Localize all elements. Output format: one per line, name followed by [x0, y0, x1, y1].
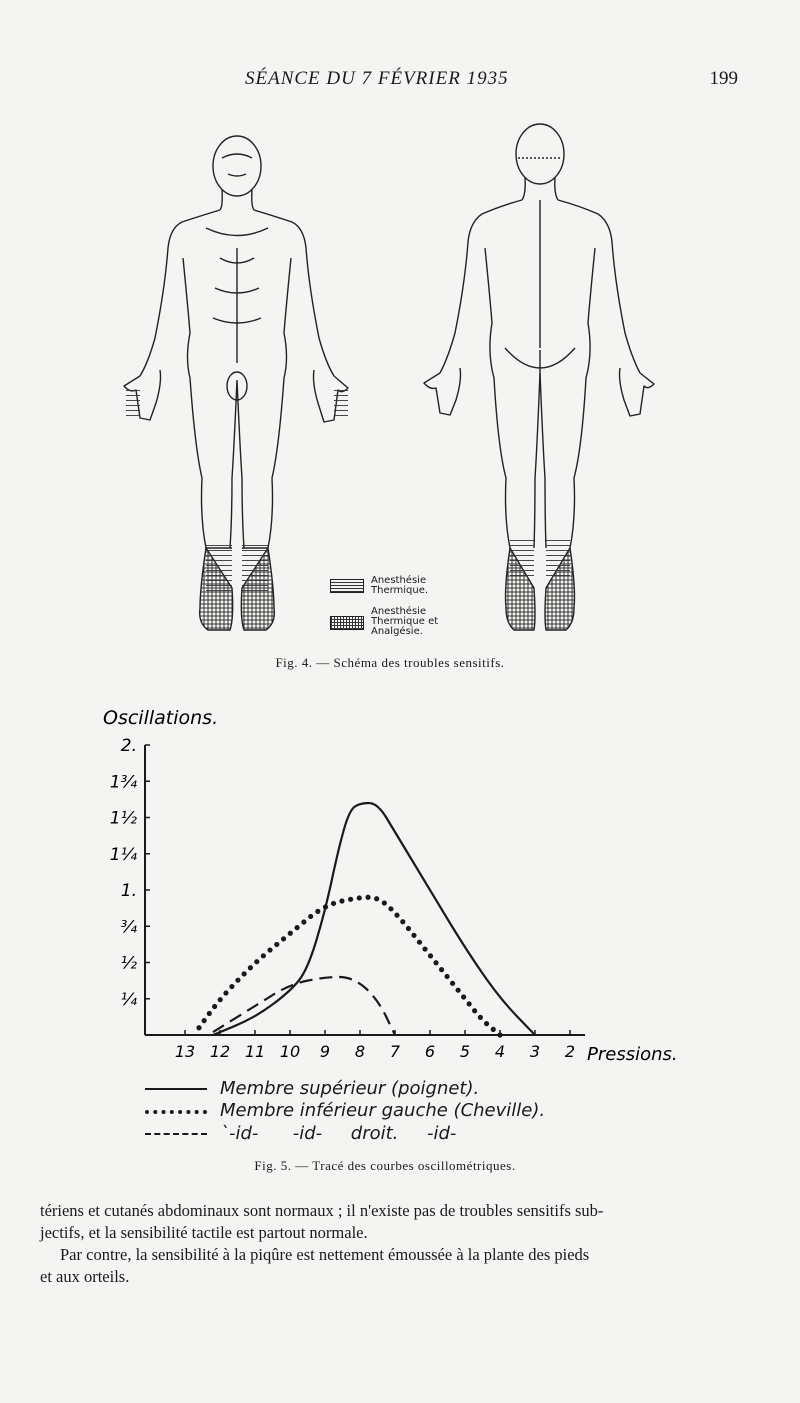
figure-4-caption: Fig. 4. — Schéma des troubles sensitifs.	[275, 655, 505, 670]
legend-label: Anesthésie	[371, 575, 427, 586]
legend-entry-upper-limb	[140, 1078, 700, 1100]
data-point	[348, 897, 353, 902]
legend-label: Thermique.	[371, 585, 429, 596]
data-point	[281, 936, 286, 941]
x-tick-label: 5	[459, 1042, 471, 1061]
data-point	[374, 896, 379, 901]
data-point	[388, 906, 393, 911]
data-point	[308, 914, 313, 919]
data-point	[267, 947, 272, 952]
text-line: jectifs, et la sensibilité tactile est partout normale.	[40, 1223, 368, 1242]
figure-5-caption: Fig. 5. — Tracé des courbes oscillométriques.	[254, 1158, 516, 1173]
legend-label: Analgésie.	[371, 626, 423, 637]
body-schema-figure	[110, 118, 670, 648]
y-tick-label: 1¼	[109, 844, 137, 865]
data-point	[223, 990, 228, 995]
data-point	[497, 1032, 502, 1037]
data-point	[478, 1015, 483, 1020]
data-point	[491, 1027, 496, 1032]
chart-legend	[140, 1078, 700, 1153]
solid-line-swatch	[145, 1088, 207, 1090]
data-point	[444, 974, 449, 979]
series-line	[213, 977, 395, 1035]
data-point	[261, 953, 266, 958]
data-point	[382, 900, 387, 905]
running-title: SÉANCE DU 7 FÉVRIER 1935	[245, 68, 509, 89]
data-point	[242, 971, 247, 976]
data-point	[461, 994, 466, 999]
data-point	[422, 946, 427, 951]
text-line: Par contre, la sensibilité à la piqûre est nettement émoussée à la plante des pieds	[60, 1245, 590, 1264]
body-text	[40, 1200, 750, 1288]
x-axis-label: Pressions.	[587, 1044, 678, 1065]
data-point	[472, 1008, 477, 1013]
legend-entry-lower-left	[140, 1100, 700, 1122]
data-point	[196, 1025, 201, 1030]
data-point	[467, 1001, 472, 1006]
x-tick-label: 4	[494, 1042, 506, 1061]
series-path	[199, 897, 500, 1035]
dotted-line-swatch	[145, 1110, 207, 1114]
legend-text: `-id- -id- droit. -id-	[220, 1123, 457, 1144]
data-point	[207, 1011, 212, 1016]
series-line	[213, 803, 535, 1035]
y-tick-label: ¾	[120, 917, 137, 938]
data-point	[294, 925, 299, 930]
data-point	[248, 965, 253, 970]
x-tick-label: 7	[389, 1042, 401, 1061]
x-tick-label: 12	[209, 1042, 231, 1061]
x-tick-label: 10	[279, 1042, 301, 1061]
back-body-outline	[424, 124, 654, 630]
data-point	[411, 933, 416, 938]
running-header	[0, 68, 800, 96]
data-point	[315, 909, 320, 914]
horizontal-lines-swatch	[330, 579, 364, 593]
data-point	[218, 997, 223, 1002]
data-point	[229, 984, 234, 989]
data-point	[274, 942, 279, 947]
text-line: tériens et cutanés abdominaux sont normaux ; il n'existe pas de troubles sensitifs sub-	[40, 1201, 604, 1220]
data-point	[406, 926, 411, 931]
crosshatch-swatch	[330, 616, 364, 630]
data-point	[365, 895, 370, 900]
y-axis-label: Oscillations.	[103, 707, 219, 729]
data-point	[450, 981, 455, 986]
legend-entry-lower-right	[140, 1123, 700, 1145]
data-point	[301, 919, 306, 924]
legend-text: Membre inférieur gauche (Cheville).	[220, 1100, 546, 1121]
legend-text: Membre supérieur (poignet).	[220, 1078, 480, 1099]
data-point	[323, 904, 328, 909]
data-point	[428, 953, 433, 958]
x-tick-label: 2	[564, 1042, 576, 1061]
x-tick-label: 3	[529, 1042, 541, 1061]
y-tick-label: 1¾	[109, 772, 137, 793]
y-tick-label: ½	[120, 953, 137, 974]
data-point	[394, 913, 399, 918]
legend-label: Anesthésie	[371, 606, 427, 617]
text-line: et aux orteils.	[40, 1267, 130, 1286]
data-point	[331, 901, 336, 906]
data-point	[357, 895, 362, 900]
data-point	[288, 931, 293, 936]
data-point	[433, 960, 438, 965]
x-tick-label: 6	[424, 1042, 436, 1061]
x-tick-label: 9	[319, 1042, 331, 1061]
data-point	[254, 959, 259, 964]
data-point	[235, 978, 240, 983]
x-tick-label: 8	[354, 1042, 366, 1061]
data-point	[400, 919, 405, 924]
oscillometric-chart	[95, 700, 695, 1085]
x-tick-label: 13	[174, 1042, 196, 1061]
dashed-line-swatch	[145, 1133, 207, 1135]
data-point	[202, 1018, 207, 1023]
y-tick-label: 1.	[120, 881, 137, 901]
x-tick-label: 11	[244, 1042, 266, 1061]
front-body-outline	[124, 136, 348, 630]
y-tick-label: 1½	[109, 808, 137, 829]
data-point	[212, 1004, 217, 1009]
legend-label: Thermique et	[371, 616, 439, 627]
data-point	[339, 898, 344, 903]
y-tick-label: 2.	[120, 736, 137, 756]
data-point	[455, 988, 460, 993]
page-number: 199	[709, 68, 738, 89]
data-point	[417, 940, 422, 945]
y-tick-label: ¼	[120, 989, 137, 1010]
data-point	[484, 1021, 489, 1026]
data-point	[439, 967, 444, 972]
